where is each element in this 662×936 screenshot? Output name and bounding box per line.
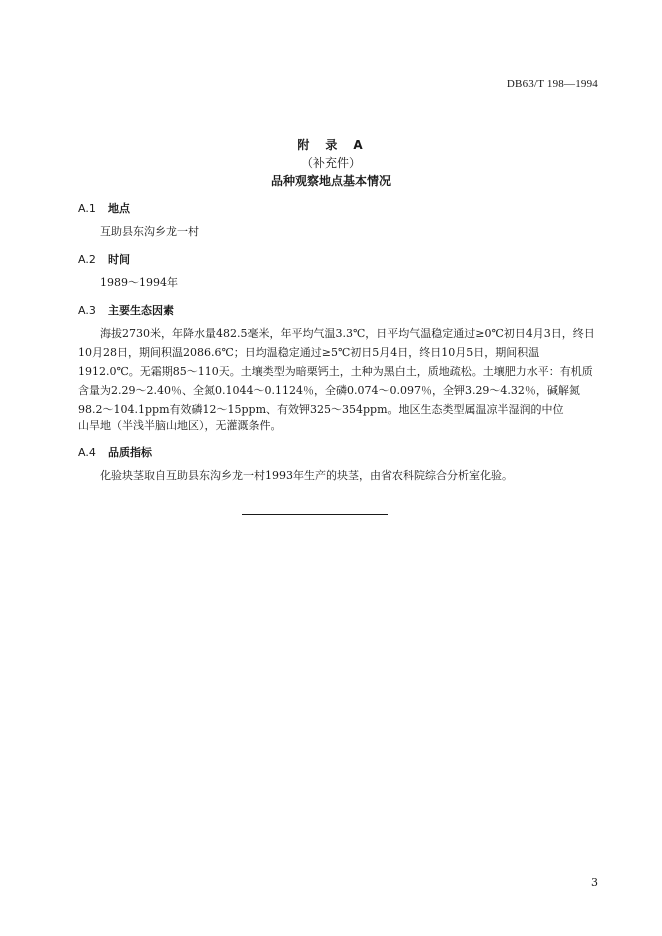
- section-heading-a4: [78, 444, 152, 460]
- section-paragraph: 互助县东沟乡龙一村: [100, 225, 199, 238]
- section-number: A.3: [78, 304, 96, 317]
- section-paragraph: 1989～1994年: [100, 276, 178, 289]
- section-paragraph: 化验块茎取自互助县东沟乡龙一村1993年生产的块茎，由省农科院综合分析室化验。: [100, 469, 513, 482]
- section-heading-a1: [78, 200, 130, 216]
- appendix-title: 附 录 A: [297, 138, 365, 152]
- standard-code: DB63/T 198—1994: [506, 78, 598, 90]
- section-title: 地点: [108, 202, 130, 215]
- page-number: 3: [591, 876, 598, 889]
- section-paragraph-continuation: 山旱地（半浅半脑山地区），无灌溉条件。: [78, 419, 282, 432]
- section-title: 时间: [108, 253, 130, 266]
- section-title: 品质指标: [108, 446, 152, 459]
- section-number: A.2: [78, 253, 96, 266]
- section-number: A.4: [78, 446, 96, 459]
- section-title: 主要生态因素: [108, 304, 174, 317]
- end-divider: [242, 514, 388, 515]
- appendix-heading: 品种观察地点基本情况: [270, 174, 391, 188]
- section-heading-a2: [78, 251, 130, 267]
- section-number: A.1: [78, 202, 96, 215]
- appendix-subtitle: （补充件）: [300, 156, 361, 170]
- section-heading-a3: [78, 302, 174, 318]
- section-paragraph: 海拔2730米，年降水量482.5毫米，年平均气温3.3℃，日平均气温稳定通过≥0℃初日4月3日，终日10月28日，期间积温2086.6℃；日均温稳定通过≥5℃初日5月4日，终日10月5日，期间积温1912.0℃。无霜期85～110天。土壤类型为暗栗钙土，土种为黑白土，质地疏松。土壤肥力水平：有机质含量为2.29～2.40％、全氮0.1044～0.1124％，全磷0.074～0.097％，全钾3.29～4.32％，碱解氮98.2～104.1ppm有效磷12～15ppm、有效钾325～354ppm。地区生态类型属温凉半湿润的中位: [78, 327, 595, 416]
